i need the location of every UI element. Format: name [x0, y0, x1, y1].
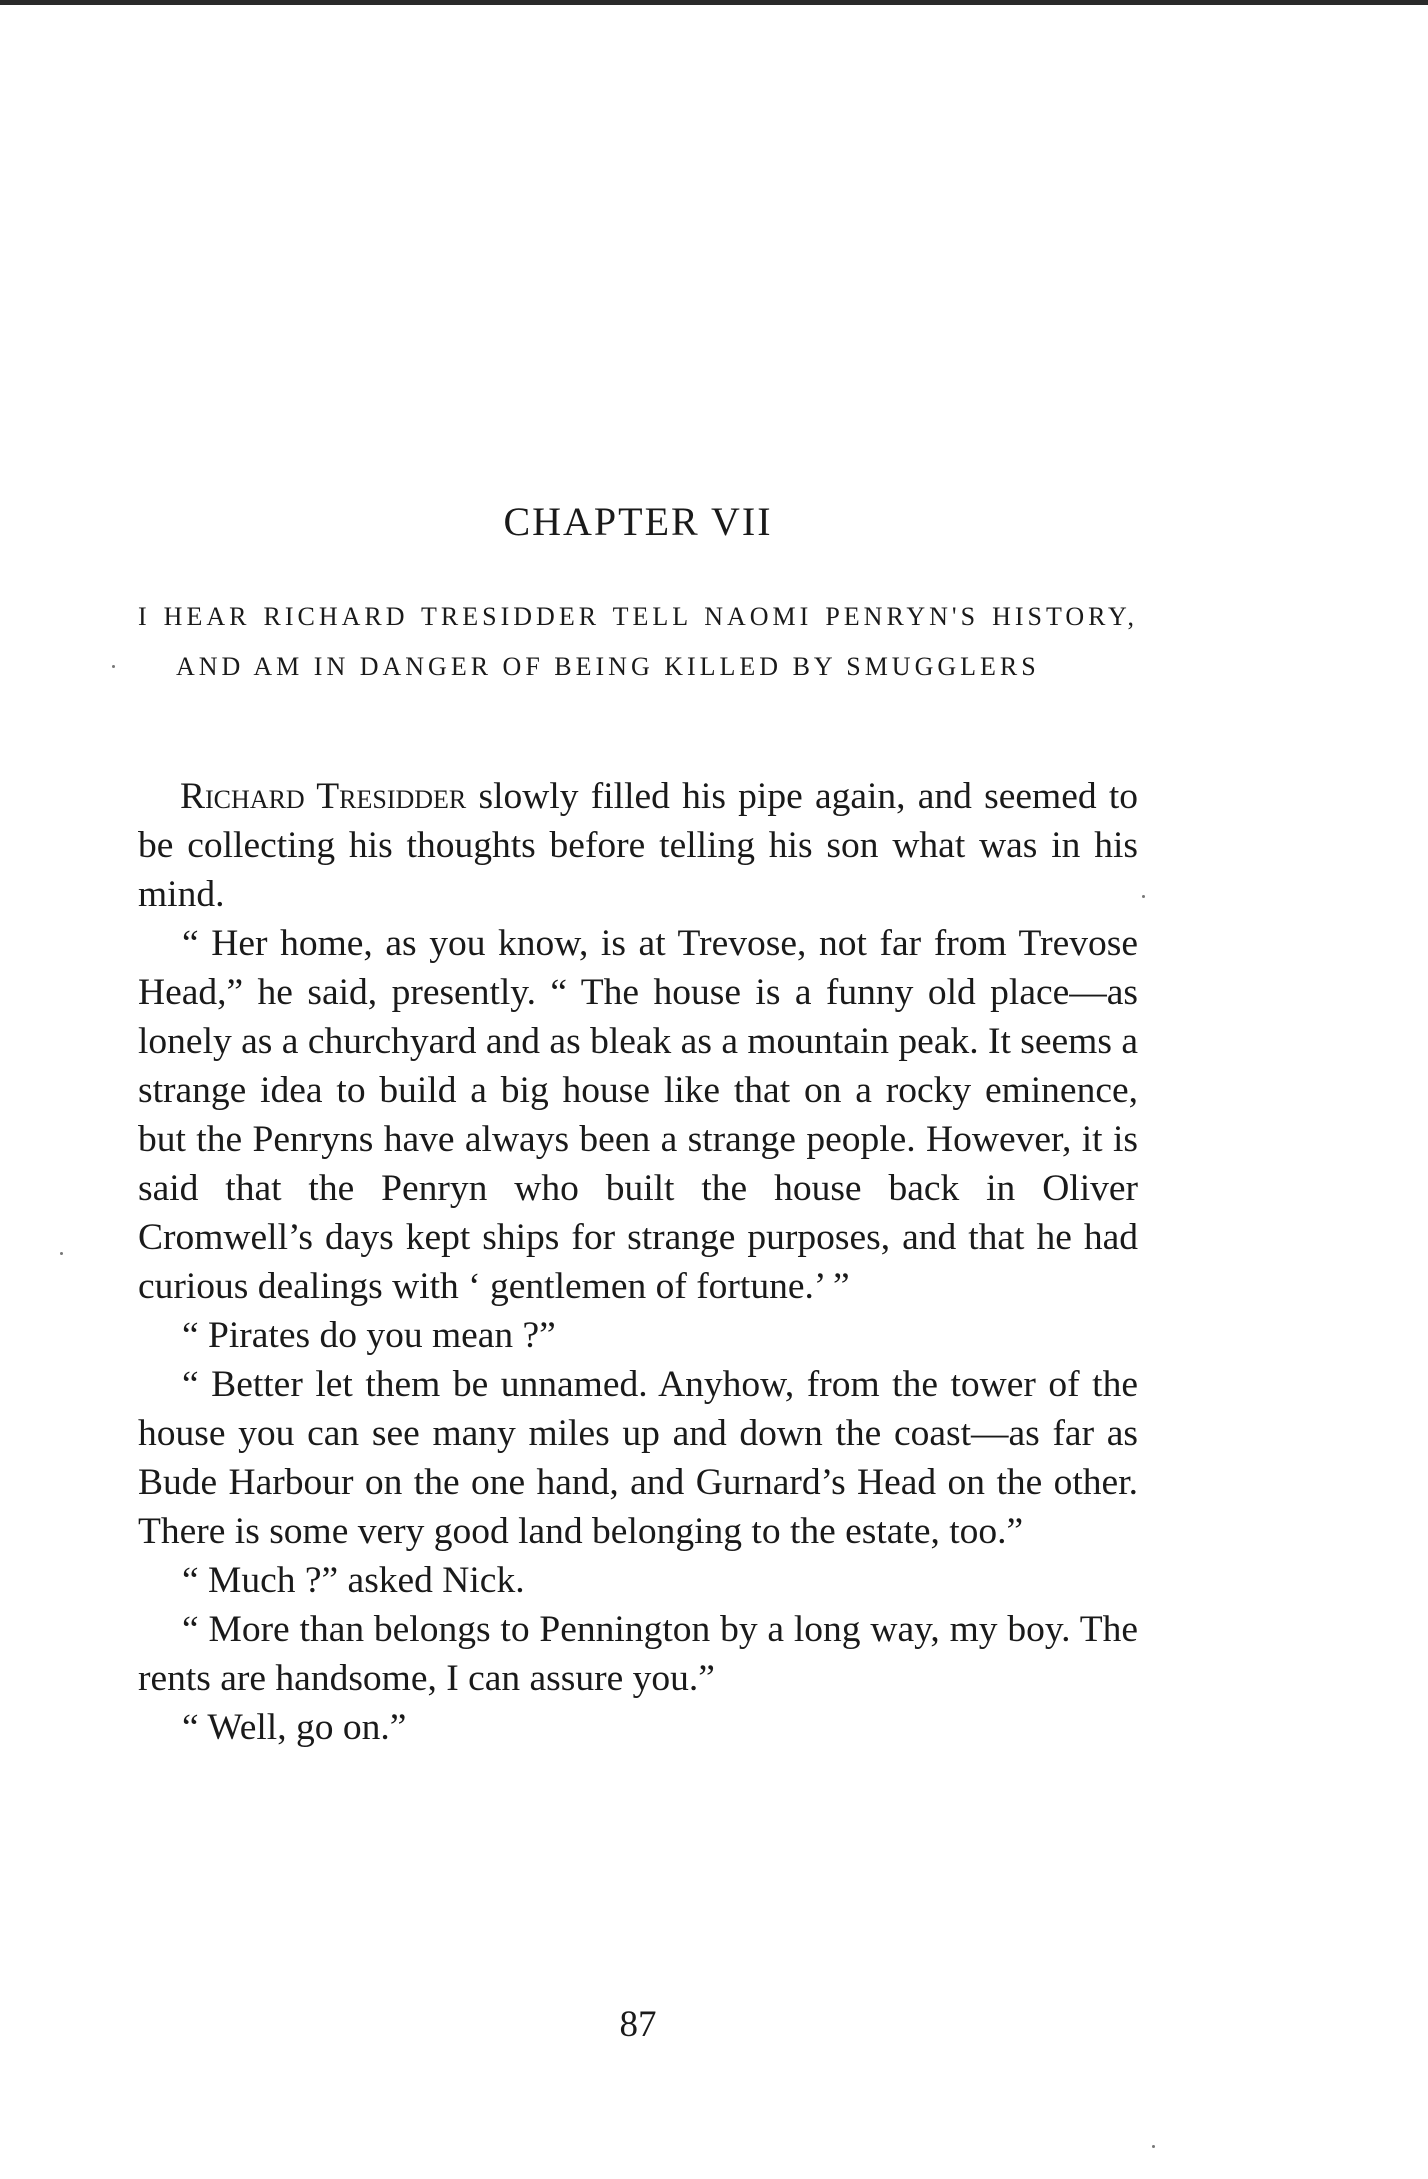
- scan-speck: [60, 1252, 63, 1255]
- paragraph-3: “ Pirates do you mean ?”: [182, 1315, 556, 1356]
- page-number: 87: [619, 2004, 657, 2045]
- scan-speck: [1152, 2145, 1155, 2148]
- paragraph-5: “ Much ?” asked Nick.: [182, 1560, 525, 1601]
- paragraph-lead-small-caps: Richard Tresidder: [180, 776, 467, 817]
- paragraph-2: “ Her home, as you know, is at Trevose, not far from Trevose Head,” he said, presently. “ The house is a funny old place—as lonely as a churchyard and as bleak as a mountain peak. It seems a strange idea to build a big house like that on a rocky eminence, but the Penryns have always been a strange people. However, it is said that the Penryn who built the house back in Oliver Cromwell’s days kept ships for strange purposes, and that he had curious dealings with ‘ gentlemen of fortune.’ ”: [138, 923, 1138, 1307]
- paragraph-6: “ More than belongs to Pennington by a long way, my boy. The rents are handsome, I can assure you.”: [138, 1609, 1138, 1699]
- paragraph-1-text: slowly filled his pipe again, and seemed to be collecting his thoughts before telling his son what was in his mind.: [138, 776, 1138, 915]
- paragraph-1: [138, 772, 1138, 919]
- scan-speck: [112, 665, 115, 668]
- scan-speck: [1142, 895, 1145, 898]
- chapter-title: CHAPTER VII: [503, 499, 773, 544]
- paragraph-7: “ Well, go on.”: [182, 1707, 407, 1748]
- paragraph-4: “ Better let them be unnamed. Anyhow, from the tower of the house you can see many miles up and down the coast—as far as Bude Harbour on the one hand, and Gurnard’s Head on the other. There is some very good land belonging to the estate, too.”: [138, 1364, 1138, 1552]
- book-page: [138, 0, 1148, 2179]
- body-text: [138, 772, 1138, 1752]
- chapter-synopsis: I HEAR RICHARD TRESIDDER TELL NAOMI PENRYN'S HISTORY, AND AM IN DANGER OF BEING KILLED BY SMUGGLERS: [138, 602, 1138, 681]
